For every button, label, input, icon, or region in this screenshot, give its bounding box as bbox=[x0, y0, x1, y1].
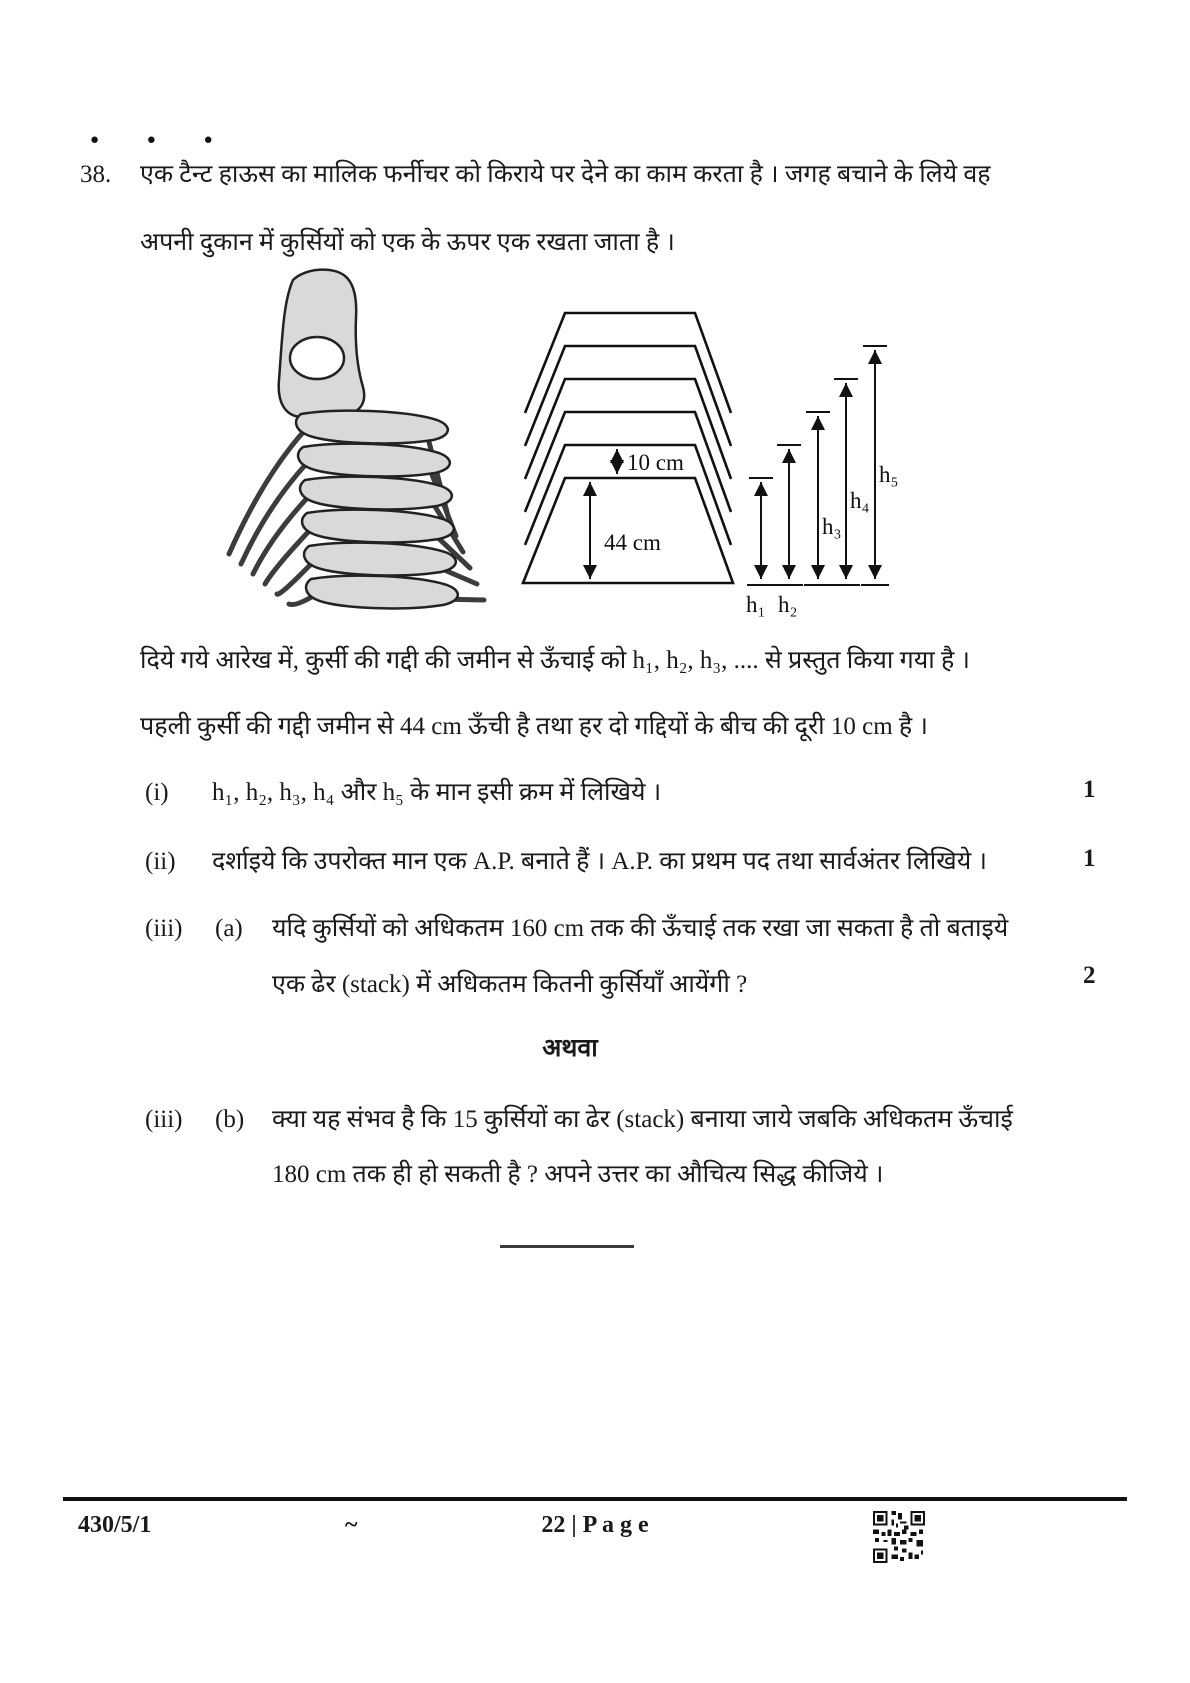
h2-label: h₂ bbox=[778, 592, 798, 617]
footer-paper-code: 430/5/1 bbox=[78, 1512, 152, 1538]
or-separator: अथवा bbox=[542, 1035, 598, 1062]
top-bullets: ● ● ● bbox=[90, 132, 235, 148]
gap-dimension-label: 10 cm bbox=[627, 450, 684, 475]
item-iiia-line-1: यदि कुर्सियों को अधिकतम 160 cm तक की ऊँचाई तक रखा जा सकता है तो बताइये bbox=[272, 915, 1009, 942]
question-line-2: अपनी दुकान में कुर्सियों को एक के ऊपर एक रखता जाता है । bbox=[140, 229, 675, 256]
item-iiia-label: (iii) bbox=[145, 915, 183, 942]
item-iiia-line-2: एक ढेर (stack) में अधिकतम कितनी कुर्सियाँ आयेंगी ? bbox=[272, 971, 748, 998]
gap-dimension bbox=[617, 449, 684, 475]
item-iiib-line-2: 180 cm तक ही हो सकती है ? अपने उत्तर का औचित्य सिद्ध कीजिये । bbox=[272, 1161, 884, 1188]
chair-seats bbox=[279, 270, 458, 609]
item-iiib-line-1: क्या यह संभव है कि 15 कुर्सियों का ढेर (stack) बनाया जाये जबकि अधिकतम ऊँचाई bbox=[272, 1106, 1013, 1133]
item-iiia-sublabel: (a) bbox=[215, 915, 243, 942]
item-iiib-sublabel: (b) bbox=[215, 1106, 245, 1133]
stacked-chairs-illustration bbox=[205, 262, 495, 610]
question-line-1: एक टैन्ट हाऊस का मालिक फर्नीचर को किराये पर देने का काम करता है । जगह बचाने के लिये वह bbox=[140, 161, 991, 188]
first-height-label: 44 cm bbox=[604, 530, 661, 555]
question-number: 38. bbox=[80, 161, 112, 188]
footer-page-number: 22 | P a g e bbox=[541, 1512, 649, 1538]
h4-label: h₄ bbox=[850, 488, 870, 513]
item-iiia-marks: 2 bbox=[1083, 962, 1096, 989]
h3-label: h₃ bbox=[822, 514, 842, 539]
h1-label: h₁ bbox=[746, 592, 766, 617]
h5-label: h₅ bbox=[879, 462, 899, 487]
footer-tilde: ~ bbox=[345, 1512, 358, 1538]
item-iiib-label: (iii) bbox=[145, 1106, 183, 1133]
item-i-text: h₁, h₂, h₃, h₄ और h₅ के मान इसी क्रम में लिखिये । bbox=[212, 779, 662, 806]
qr-code bbox=[873, 1508, 925, 1566]
end-divider bbox=[500, 1245, 634, 1248]
height-diagram bbox=[490, 258, 920, 630]
height-arrows bbox=[747, 346, 889, 585]
item-i-marks: 1 bbox=[1083, 776, 1096, 803]
item-ii-label: (ii) bbox=[145, 848, 176, 875]
diagram-paragraph-2: पहली कुर्सी की गद्दी जमीन से 44 cm ऊँची है तथा हर दो गद्दियों के बीच की दूरी 10 cm है । bbox=[140, 713, 928, 740]
first-height-dimension bbox=[590, 482, 661, 579]
footer-rule bbox=[63, 1497, 1127, 1501]
item-i-label: (i) bbox=[145, 779, 169, 806]
item-ii-text: दर्शाइये कि उपरोक्त मान एक A.P. बनाते हैं । A.P. का प्रथम पद तथा सार्वअंतर लिखिये । bbox=[212, 848, 987, 875]
item-ii-marks: 1 bbox=[1083, 845, 1096, 872]
diagram-paragraph-1: दिये गये आरेख में, कुर्सी की गद्दी की जमीन से ऊँचाई को h₁, h₂, h₃, .... से प्रस्तुत किया गया है । bbox=[140, 647, 970, 674]
backrest-hole bbox=[290, 337, 344, 379]
